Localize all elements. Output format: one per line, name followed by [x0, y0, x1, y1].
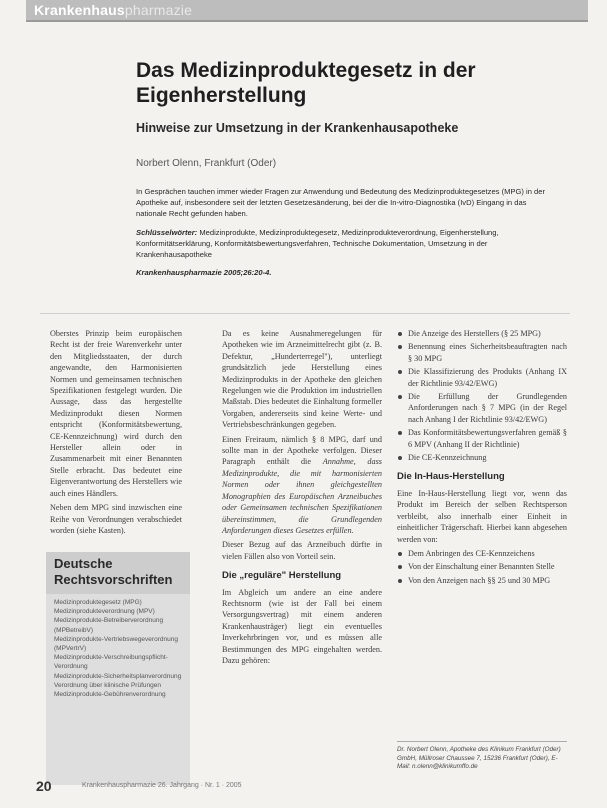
article-subtitle: Hinweise zur Umsetzung in der Krankenhausapotheke: [136, 121, 459, 135]
exemption-item: [397, 575, 567, 586]
article-title: Das Medizinproduktegesetz in der Eigenherstellung: [136, 59, 476, 107]
section-heading-in-house-production: Die In-Haus-Herstellung: [397, 471, 505, 483]
requirement-text: Die Klassifizierung des Produkts (Anhang IX der Richtlinie 93/42/EWG): [408, 367, 567, 388]
article-citation: Krankenhauspharmazie 2005;26:20-4.: [136, 268, 272, 278]
bullet-icon: [398, 332, 402, 336]
bullet-icon: [398, 456, 402, 460]
col2-paragraph: Dieser Bezug auf das Arzneibuch dürfte in vielen Fällen also von Vorteil sein.: [222, 540, 382, 561]
keywords-label: Schlüsselwörter:: [136, 227, 198, 237]
legal-box-item: Medizinprodukte-Betreiberverordnung (MPBetreibV): [54, 617, 164, 634]
exemption-item: [397, 561, 567, 572]
text-column-1: [50, 328, 182, 539]
exemptions-list: [397, 548, 567, 586]
exemption-text: Von der Einschaltung einer Benannten Stelle: [408, 562, 555, 572]
exemption-item: [397, 548, 567, 559]
legal-box-item: Medizinprodukte-Gebührenverordnung: [54, 691, 166, 699]
page-number: 20: [36, 778, 52, 794]
bullet-icon: [398, 370, 402, 374]
bullet-icon: [398, 431, 402, 435]
keywords-paragraph: [136, 227, 556, 261]
requirement-text: Das Konformitätsbewertungsverfahren gemäß § 6 MPV (Anhang II der Richtlinie): [408, 428, 567, 449]
requirement-text: Benennung eines Sicherheitsbeauftragten nach § 30 MPG: [408, 342, 567, 363]
requirement-item: [397, 391, 567, 425]
requirement-item: [397, 328, 567, 339]
journal-info: Krankenhauspharmazie 26. Jahrgang · Nr. 1 · 2005: [82, 782, 242, 789]
legal-box-item: Medizinprodukte-Vertriebswegeverordnung (MPVertrV): [54, 635, 178, 653]
requirement-text: Die Anzeige des Herstellers (§ 25 MPG): [408, 329, 541, 338]
col1-paragraph: Oberstes Prinzip beim europäischen Recht ist der freie Warenverkehr unter den Mitgliedsstaaten, der durch angewandte, den Harmonisierten Normen und gemeinsamen technischen Spezifikationen festgelegt wurden. Die Aussage, dass das hergestellte Medizinprodukt diesen Normen entspricht (Konformitätsbewertung, CE-Kennzeichnung) wird durch den Hersteller allein oder in Zusammenarbeit mit einer Benannten Stelle erbracht. Das bedeutet eine Eigenverantwortung des Herstellers wie auch eines Händlers.: [50, 329, 182, 498]
requirements-list: [397, 328, 567, 463]
requirement-text: Die Erfüllung der Grundlegenden Anforderungen nach § 7 MPG (in der Regel nach Anhang I der Richtlinie 93/42/EWG): [408, 392, 567, 424]
requirement-item: [397, 427, 567, 450]
header-title-light: pharmazie: [124, 2, 193, 18]
page-footer: [36, 776, 576, 800]
col2-paragraph-lead: Einen Freiraum, nämlich § 8 MPG, darf und sollte man in der Apotheke verfolgen. Dieser Paragraph enthält die: [222, 434, 382, 467]
bullet-icon: [398, 565, 402, 569]
legal-box-list: [46, 598, 190, 699]
col2-italic-quote: Annahme, dass Medizinprodukte, die mit harmonisierten Normen oder ihnen gleichgestellten Monographien des Europäischen Arzneibuches oder Gemeinsamen technischen Spezifikationen übereinstimmen, die Grundlegenden Anforderungen dieses Gesetzes erfüllen.: [222, 457, 382, 535]
section-heading-regular-production: Die „reguläre" Herstellung: [222, 570, 342, 582]
col2-paragraph: Da es keine Ausnahmeregelungen für Apotheken wie im Arzneimittelrecht gibt (z. B. Defektur, „Hunderterregel"), unterliegt grundsätzlich jede Herstellung eines Medizinprodukts in der Apotheke den gleichen Regelungen wie die Produktion im industriellen Maßstab. Dies bedeutet die Einhaltung formeller Vorgaben, andererseits sind keine Werte- und Vertriebsbeschränkungen gegeben.: [222, 329, 382, 430]
legal-box-item: Medizinprodukteverordnung (MPV): [54, 608, 155, 616]
requirement-item: [397, 366, 567, 389]
legal-box-title: Deutsche Rechtsvorschriften: [46, 552, 190, 594]
bullet-icon: [398, 345, 402, 349]
article-author: Norbert Olenn, Frankfurt (Oder): [136, 158, 277, 169]
requirement-item: [397, 341, 567, 364]
legal-box-item: Verordnung über klinische Prüfungen: [54, 681, 161, 689]
col2-paragraph: Im Abgleich um andere an eine andere Rechtsnorm (wie ist der Fall bei einem Versorgungsvertrag) mit einem anderen Krankenhausträger) liegt ein eventuelles Inverkehrbringen vor, und es müssen alle Bestimmungen des MPG eingehalten werden. Dazu gehören:: [222, 587, 382, 665]
text-column-3: [397, 328, 567, 588]
legal-box-item: Medizinprodukte-Sicherheitsplanverordnung: [54, 672, 182, 680]
section-divider: [40, 313, 570, 314]
requirement-item: [397, 452, 567, 463]
article-abstract: [136, 186, 556, 285]
legal-box-item: Medizinprodukte-Verschreibungspflicht-Verordnung: [54, 654, 168, 671]
journal-header-title: [34, 2, 192, 18]
exemption-text: Dem Anbringen des CE-Kennzeichens: [408, 548, 535, 558]
journal-header-bar: [26, 0, 588, 22]
requirement-text: Die CE-Kennzeichnung: [408, 453, 487, 463]
keywords-text: Medizinprodukte, Medizinproduktegesetz, Medizinprodukteverordnung, Eigenherstellung, Konformitätserklärung, Konformitätsbewertungsverfahren, Technische Dokumentation, Umsetzung in der Krankenhausapotheke: [136, 227, 499, 260]
col1-paragraph: Neben dem MPG sind inzwischen eine Reihe von Verordnungen verabschiedet worden (siehe Kasten).: [50, 503, 182, 535]
author-address: Dr. Norbert Olenn, Apotheke des Klinikum Frankfurt (Oder) GmbH, Müllroser Chaussee 7, 15236 Frankfurt (Oder), E-Mail: n.olenn@klinikumffo.de: [397, 741, 567, 772]
legal-regulations-box: [46, 552, 190, 785]
legal-box-item: Medizinproduktegesetz (MPG): [54, 599, 142, 606]
col3-paragraph: Eine In-Haus-Herstellung liegt vor, wenn das Produkt im Bereich der selben Rechtsperson verbleibt, also innerhalb einer Einheit in einheitlicher Trägerschaft. Hierbei kann abgesehen werden von:: [397, 488, 567, 544]
bullet-icon: [398, 579, 402, 583]
header-title-bold: Krankenhaus: [34, 2, 125, 18]
bullet-icon: [398, 395, 402, 399]
abstract-text: In Gesprächen tauchen immer wieder Fragen zur Anwendung und Bedeutung des Medizinproduktegesetzes (MPG) in der Apotheke auf, insbesondere seit der letzten Gesetzesänderung, bei der die In-vitro-Diagnostika (IvD) Eingang in das nationale Recht gefunden haben.: [136, 187, 546, 219]
text-column-2: [222, 328, 382, 669]
exemption-text: Von den Anzeigen nach §§ 25 und 30 MPG: [408, 575, 551, 585]
bullet-icon: [398, 552, 402, 556]
col2-paragraph: [222, 434, 382, 537]
